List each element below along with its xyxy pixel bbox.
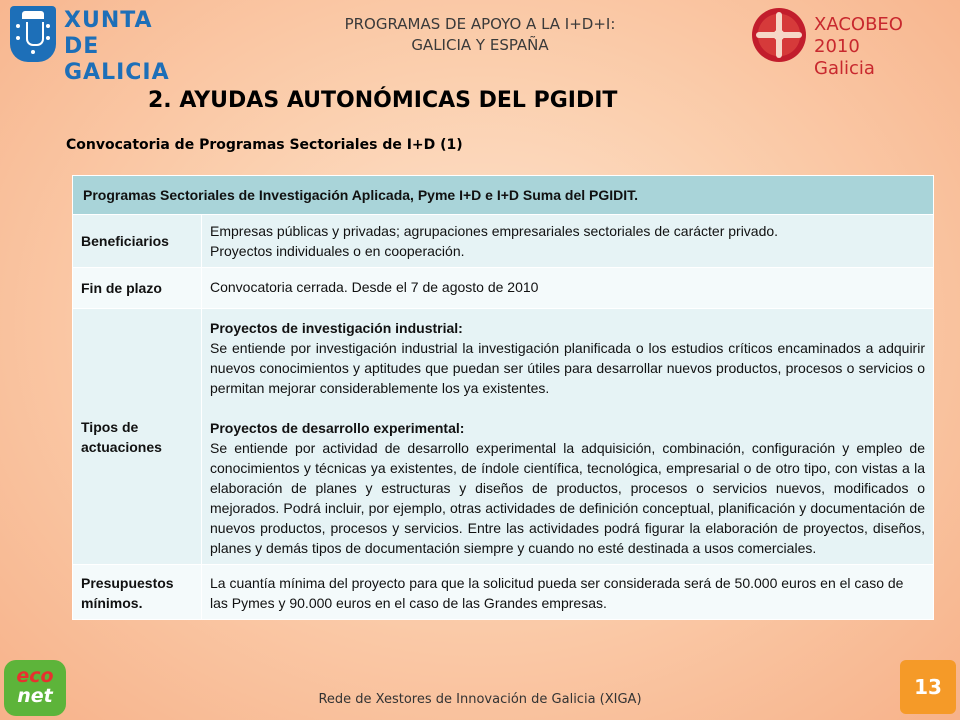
- row-value-beneficiarios: [202, 215, 934, 268]
- beneficiarios-line2: Proyectos individuales o en cooperación.: [210, 243, 465, 259]
- footer-text: Rede de Xestores de Innovación de Galicia (XIGA): [318, 692, 642, 707]
- investigacion-industrial-title: Proyectos de investigación industrial:: [210, 320, 463, 336]
- row-value-presupuestos-minimos: La cuantía mínima del proyecto para que la solicitud pueda ser considerada será de 50.000 euros en el caso de las Pymes y 90.000 euros en el caso de las Grandes empresas.: [202, 565, 934, 620]
- row-label-tipos-de-actuaciones: Tipos de actuaciones: [73, 309, 202, 565]
- xacobeo-2010-logo: [752, 6, 952, 79]
- row-label-presupuestos-minimos: Presupuestos mínimos.: [73, 565, 202, 620]
- xunta-logo-line2: DE GALICIA: [64, 34, 170, 85]
- galicia-shield-icon: [10, 6, 56, 62]
- econet-logo: [4, 660, 66, 716]
- row-value-tipos-de-actuaciones: [202, 309, 934, 565]
- row-label-fin-de-plazo: Fin de plazo: [73, 268, 202, 309]
- econet-logo-line1: eco: [16, 665, 54, 687]
- table-header-row: [73, 176, 934, 215]
- econet-logo-line2: net: [17, 685, 53, 707]
- beneficiarios-line1: Empresas públicas y privadas; agrupaciones empresariales sectoriales de carácter privado.: [210, 223, 779, 239]
- subheading: Convocatoria de Programas Sectoriales de I+D (1): [66, 137, 463, 153]
- programs-table: [72, 175, 934, 620]
- page-heading: 2. AYUDAS AUTONÓMICAS DEL PGIDIT: [148, 88, 618, 113]
- table-row: [73, 268, 934, 309]
- table-header: Programas Sectoriales de Investigación Aplicada, Pyme I+D e I+D Suma del PGIDIT.: [73, 176, 934, 215]
- header-title-line2: GALICIA Y ESPAÑA: [411, 36, 549, 54]
- row-value-fin-de-plazo: Convocatoria cerrada. Desde el 7 de agosto de 2010: [202, 268, 934, 309]
- table-row: [73, 565, 934, 620]
- investigacion-industrial-text: Se entiende por investigación industrial la investigación planificada o los estudios críticos encaminados a adquirir nuevos conocimientos y aptitudes que puedan ser útiles para desarrollar nuevos productos, procesos o servicios o permitan mejorar considerablemente los ya existentes.: [210, 340, 925, 396]
- header-title: [260, 14, 700, 56]
- row-label-beneficiarios: Beneficiarios: [73, 215, 202, 268]
- desarrollo-experimental-title: Proyectos de desarrollo experimental:: [210, 420, 465, 436]
- xacobeo-logo-line1: XACOBEO 2010: [814, 14, 903, 57]
- table-row: [73, 309, 934, 565]
- xacobeo-cross-icon: [752, 8, 806, 62]
- xunta-de-galicia-logo: [10, 6, 190, 85]
- header-title-line1: PROGRAMAS DE APOYO A LA I+D+I:: [344, 15, 616, 33]
- desarrollo-experimental-text: Se entiende por actividad de desarrollo experimental la adquisición, combinación, configuración y empleo de conocimientos y técnicas ya existentes, de índole científica, tecnológica, empresarial o de otro tipo, con vistas a la elaboración de planes y estructuras y diseños de productos, procesos o servicios nuevos, modificados o mejorados. Podrá incluir, por ejemplo, otras actividades de definición conceptual, planificación y documentación de nuevos productos, procesos y servicios. Entre las actividades podrá figurar la elaboración de proyectos, diseños, planes y demás tipos de documentación siempre y cuando no esté destinada a usos comerciales.: [210, 440, 925, 556]
- page-number: 13: [900, 660, 956, 714]
- xunta-logo-line1: XUNTA: [64, 8, 153, 33]
- table-row: [73, 215, 934, 268]
- xacobeo-logo-line2: Galicia: [814, 58, 875, 79]
